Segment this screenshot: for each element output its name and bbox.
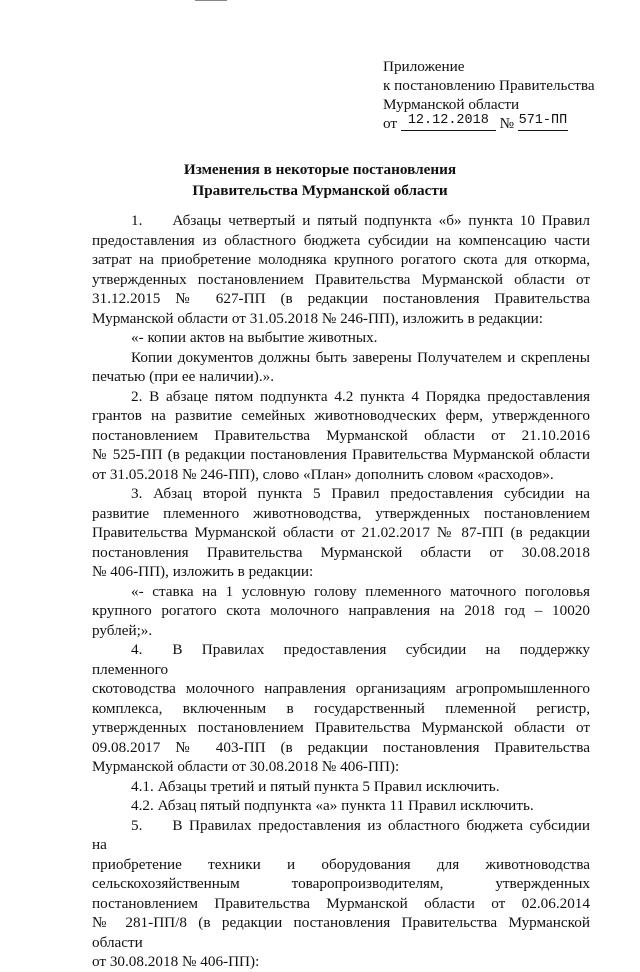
paragraph-1b-line-2: печатью (при ее наличии).». [92,368,275,385]
paragraph-1-line-2: предоставления из областного бюджета субсидии на компенсацию части [92,231,590,249]
paragraph-5-line-1 [92,816,590,855]
paragraph-1-line-3: затрат на приобретение молодняка крупного рогатого скота для откорма, [92,251,590,268]
paragraph-1-line-4: утвержденных постановлением Правительства Мурманской области от [92,270,590,288]
number-label: № [499,115,515,132]
paragraph-5-text: В Правилах предоставления из областного бюджета субсидии на [92,816,590,853]
paragraph-2-line-2: грантов на развитие семейных животноводческих ферм, утвержденного [92,407,590,424]
paragraph-2-line-5: от 31.05.2018 № 246-ПП), слово «План» дополнить словом «расходов». [92,465,554,483]
paragraph-2-line-3: постановлением Правительства Мурманской области от 21.10.2016 [92,426,590,444]
paragraph-2-line-4: № 525-ПП (в редакции постановления Правительства Мурманской области [92,446,590,463]
paragraph-4-line-3: комплекса, включенным в государственный племенной регистр, [92,699,590,717]
paragraph-5-line-5: № 281-ПП/8 (в редакции постановления Правительства Мурманской области [92,914,590,951]
paragraph-5-line-4: постановлением Правительства Мурманской области от 02.06.2014 [92,894,590,912]
paragraph-4-2: 4.2. Абзац пятый подпункта «а» пункта 11 Правил исключить. [131,797,534,814]
appendix-date-number-line [383,114,595,136]
appendix-line-1: Приложение [383,58,465,75]
title-line-1: Изменения в некоторые постановления [183,161,457,178]
paragraph-1a: «- копии актов на выбытие животных. [131,329,378,346]
scan-mark-line [195,0,227,1]
paragraph-3-line-1: 3. Абзац второй пункта 5 Правил предоставления субсидии на [131,485,590,502]
title-line-2: Правительства Мурманской области [192,182,448,199]
paragraph-4-text: В Правилах предоставления субсидии на поддержку племенного [92,641,590,678]
paragraph-1-line-1 [92,211,590,231]
resolution-date: 12.12.2018 [401,111,496,131]
paragraph-4-line-5: 09.08.2017 № 403-ПП (в редакции постановления Правительства [92,738,590,756]
paragraph-5-line-2: приобретение техники и оборудования для животноводства [92,855,590,873]
paragraph-3-line-4: постановления Правительства Мурманской области от 30.08.2018 [92,543,590,561]
paragraph-4-number: 4. [131,641,143,658]
paragraph-1b-line-1: Копии документов должны быть заверены Получателем и скреплены [131,348,590,366]
paragraph-3-line-5: № 406-ПП), изложить в редакции: [92,563,314,580]
paragraph-4-line-4: утвержденных постановлением Правительства Мурманской области от [92,719,590,736]
paragraph-5-number: 5. [131,816,143,834]
paragraph-4-1: 4.1. Абзацы третий и пятый пункта 5 Правил исключить. [131,777,500,795]
paragraph-1-number: 1. [131,212,143,229]
paragraph-1-text: Абзацы четвертый и пятый подпункта «б» пункта 10 Правил [172,212,590,229]
document-title [0,159,640,201]
paragraph-4-line-6: Мурманской области от 30.08.2018 № 406-ПП): [92,758,400,775]
paragraph-3a-line-1: «- ставка на 1 условную голову племенного маточного поголовья [131,582,590,600]
appendix-line-2: к постановлению Правительства [383,77,595,94]
from-label: от [383,115,398,132]
paragraph-3-line-3: Правительства Мурманской области от 21.02.2017 № 87-ПП (в редакции [92,524,590,541]
paragraph-3a-line-2: крупного рогатого скота молочного направления на 2018 год – 10020 [92,602,590,619]
appendix-line-3: Мурманской области [383,96,520,113]
resolution-number: 571-ПП [518,111,568,131]
paragraph-3a-line-3: рублей;». [92,621,153,639]
paragraph-4-line-2: скотоводства молочного направления организациям агропромышленного [92,680,590,697]
appendix-header [383,57,595,136]
document-body [92,211,590,972]
paragraph-5-line-6: от 30.08.2018 № 406-ПП): [92,953,260,970]
paragraph-4-line-1 [92,640,590,679]
paragraph-1-line-6: Мурманской области от 31.05.2018 № 246-ПП), изложить в редакции: [92,309,544,327]
paragraph-1-line-5: 31.12.2015 № 627-ПП (в редакции постановления Правительства [92,290,590,307]
paragraph-5-line-3: сельскохозяйственным товаропроизводителям, утвержденных [92,875,590,892]
paragraph-2-line-1: 2. В абзаце пятом подпункта 4.2 пункта 4 Порядка предоставления [131,387,590,405]
paragraph-3-line-2: развитие племенного животноводства, утвержденных постановлением [92,504,590,522]
